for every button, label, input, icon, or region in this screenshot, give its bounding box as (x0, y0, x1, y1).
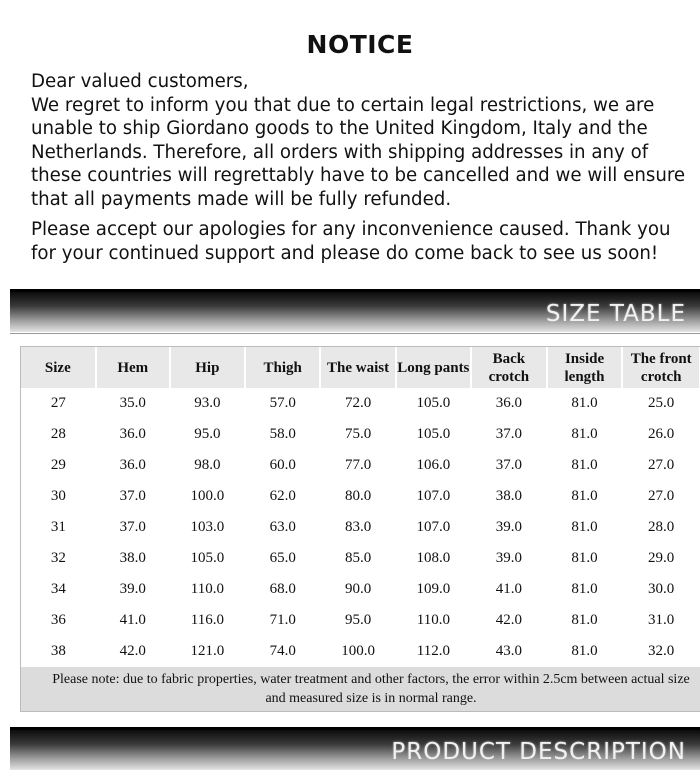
table-cell: 36.0 (495, 395, 522, 411)
size-note-line: and measured size is in normal range. (265, 691, 477, 706)
table-cell: 36.0 (119, 426, 146, 442)
table-row (21, 574, 700, 605)
table-cell: 81.0 (571, 550, 598, 566)
table-cell: 36.0 (119, 457, 146, 473)
table-row (21, 636, 700, 667)
notice-line: for your continued support and please do come back to see us soon! (31, 242, 659, 264)
table-cell: 43.0 (495, 643, 522, 659)
table-cell: 105.0 (416, 395, 451, 411)
table-row (21, 481, 700, 512)
notice-line: We regret to inform you that due to certain legal restrictions, we are (31, 94, 655, 116)
banner-divider (10, 333, 700, 334)
table-cell: 81.0 (571, 519, 598, 535)
table-cell: 32.0 (648, 643, 675, 659)
table-cell: 100.0 (341, 643, 375, 659)
table-cell: 62.0 (269, 488, 296, 504)
table-cell: 109.0 (416, 581, 451, 597)
table-cell: 36 (50, 612, 66, 628)
table-cell: 112.0 (416, 643, 450, 659)
table-header-cell: Size (21, 347, 96, 388)
size-table-banner (10, 289, 700, 332)
table-cell: 30.0 (648, 581, 675, 597)
table-cell: 39.0 (495, 519, 522, 535)
table-cell: 42.0 (119, 643, 146, 659)
notice-line: unable to ship Giordano goods to the United Kingdom, Italy and the (31, 118, 648, 139)
table-cell: 37.0 (119, 488, 146, 504)
notice-line: that all payments made will be fully refunded. (31, 188, 452, 210)
table-cell: 98.0 (194, 457, 221, 473)
size-note (21, 667, 700, 711)
table-cell: 37.0 (495, 457, 522, 473)
notice-line: Please accept our apologies for any inconvenience caused. Thank you (31, 219, 671, 240)
table-cell: 81.0 (571, 612, 598, 628)
table-cell: 39.0 (119, 581, 146, 597)
size-note-line: Please note: due to fabric properties, water treatment and other factors, the error within 2.5cm between actual size (52, 672, 690, 687)
table-cell: 28 (50, 426, 66, 442)
product-description-banner (10, 727, 700, 770)
table-cell: 106.0 (416, 457, 451, 473)
table-cell: 26.0 (648, 426, 675, 442)
table-cell: 63.0 (269, 519, 296, 535)
notice-title: NOTICE (306, 30, 414, 59)
table-cell: 81.0 (571, 395, 598, 411)
notice-body (31, 70, 700, 265)
table-cell: 39.0 (495, 550, 522, 566)
table-row (21, 388, 700, 419)
table-cell: 71.0 (269, 612, 296, 628)
table-cell: 34 (50, 581, 66, 597)
table-cell: 77.0 (344, 457, 372, 473)
notice-line: Dear valued customers, (31, 71, 249, 92)
table-cell: 27 (50, 395, 66, 411)
table-cell: 110.0 (416, 612, 450, 628)
table-cell: 81.0 (571, 426, 598, 442)
table-cell: 83.0 (344, 519, 372, 535)
table-cell: 38.0 (495, 488, 522, 504)
table-header-cell: Thigh (245, 347, 321, 388)
notice-line: these countries will regrettably have to be cancelled and we will ensure (31, 165, 686, 186)
table-cell: 107.0 (416, 519, 451, 535)
table-row (21, 450, 700, 481)
table-cell: 93.0 (194, 395, 221, 411)
table-cell: 25.0 (648, 395, 675, 411)
table-cell: 28.0 (648, 519, 675, 535)
table-cell: 58.0 (269, 426, 296, 442)
table-cell: 60.0 (269, 457, 296, 473)
table-cell: 95.0 (344, 612, 372, 628)
table-row (21, 419, 700, 450)
table-cell: 65.0 (269, 550, 296, 566)
table-row (21, 512, 700, 543)
table-row (21, 543, 700, 574)
table-cell: 105.0 (416, 426, 451, 442)
table-cell: 103.0 (190, 519, 225, 535)
table-cell: 110.0 (190, 581, 224, 597)
table-cell: 74.0 (269, 643, 296, 659)
table-header-cell: The front crotch (622, 347, 700, 388)
table-cell: 80.0 (344, 488, 372, 504)
table-cell: 81.0 (571, 581, 598, 597)
table-cell: 38.0 (119, 550, 146, 566)
table-header-cell: Inside length (547, 347, 623, 388)
table-cell: 31.0 (648, 612, 675, 628)
table-cell: 95.0 (194, 426, 221, 442)
table-header-row (21, 347, 700, 388)
table-cell: 100.0 (190, 488, 225, 504)
table-cell: 42.0 (495, 612, 522, 628)
table-cell: 85.0 (344, 550, 372, 566)
size-table (20, 346, 700, 712)
table-cell: 72.0 (344, 395, 372, 411)
table-header-cell: Hem (96, 347, 170, 388)
table-cell: 81.0 (571, 488, 598, 504)
table-cell: 32 (50, 550, 66, 566)
table-header-cell: Long pants (396, 347, 471, 388)
table-cell: 38 (50, 643, 66, 659)
table-header-cell: Hip (170, 347, 245, 388)
table-header-cell: Back crotch (471, 347, 547, 388)
table-cell: 107.0 (416, 488, 451, 504)
table-cell: 81.0 (571, 457, 598, 473)
table-cell: 37.0 (119, 519, 146, 535)
table-cell: 29 (50, 457, 66, 473)
table-cell: 75.0 (344, 426, 372, 442)
table-cell: 116.0 (190, 612, 224, 628)
table-cell: 105.0 (190, 550, 225, 566)
table-cell: 68.0 (269, 581, 296, 597)
table-cell: 121.0 (190, 643, 225, 659)
table-cell: 27.0 (648, 488, 675, 504)
table-cell: 90.0 (344, 581, 372, 597)
table-cell: 31 (50, 519, 66, 535)
table-cell: 37.0 (495, 426, 522, 442)
table-cell: 35.0 (119, 395, 146, 411)
table-cell: 57.0 (269, 395, 296, 411)
table-cell: 27.0 (648, 457, 675, 473)
table-row (21, 605, 700, 636)
table-cell: 29.0 (648, 550, 675, 566)
size-table-grid (21, 347, 700, 667)
table-cell: 41.0 (119, 612, 146, 628)
table-cell: 41.0 (495, 581, 522, 597)
table-cell: 81.0 (571, 643, 598, 659)
size-table-banner-text: SIZE TABLE (545, 301, 686, 327)
product-description-banner-text: PRODUCT DESCRIPTION (391, 739, 686, 765)
table-cell: 108.0 (416, 550, 451, 566)
table-cell: 30 (50, 488, 66, 504)
notice-line: Netherlands. Therefore, all orders with shipping addresses in any of (31, 141, 649, 163)
table-header-cell: The waist (320, 347, 395, 388)
